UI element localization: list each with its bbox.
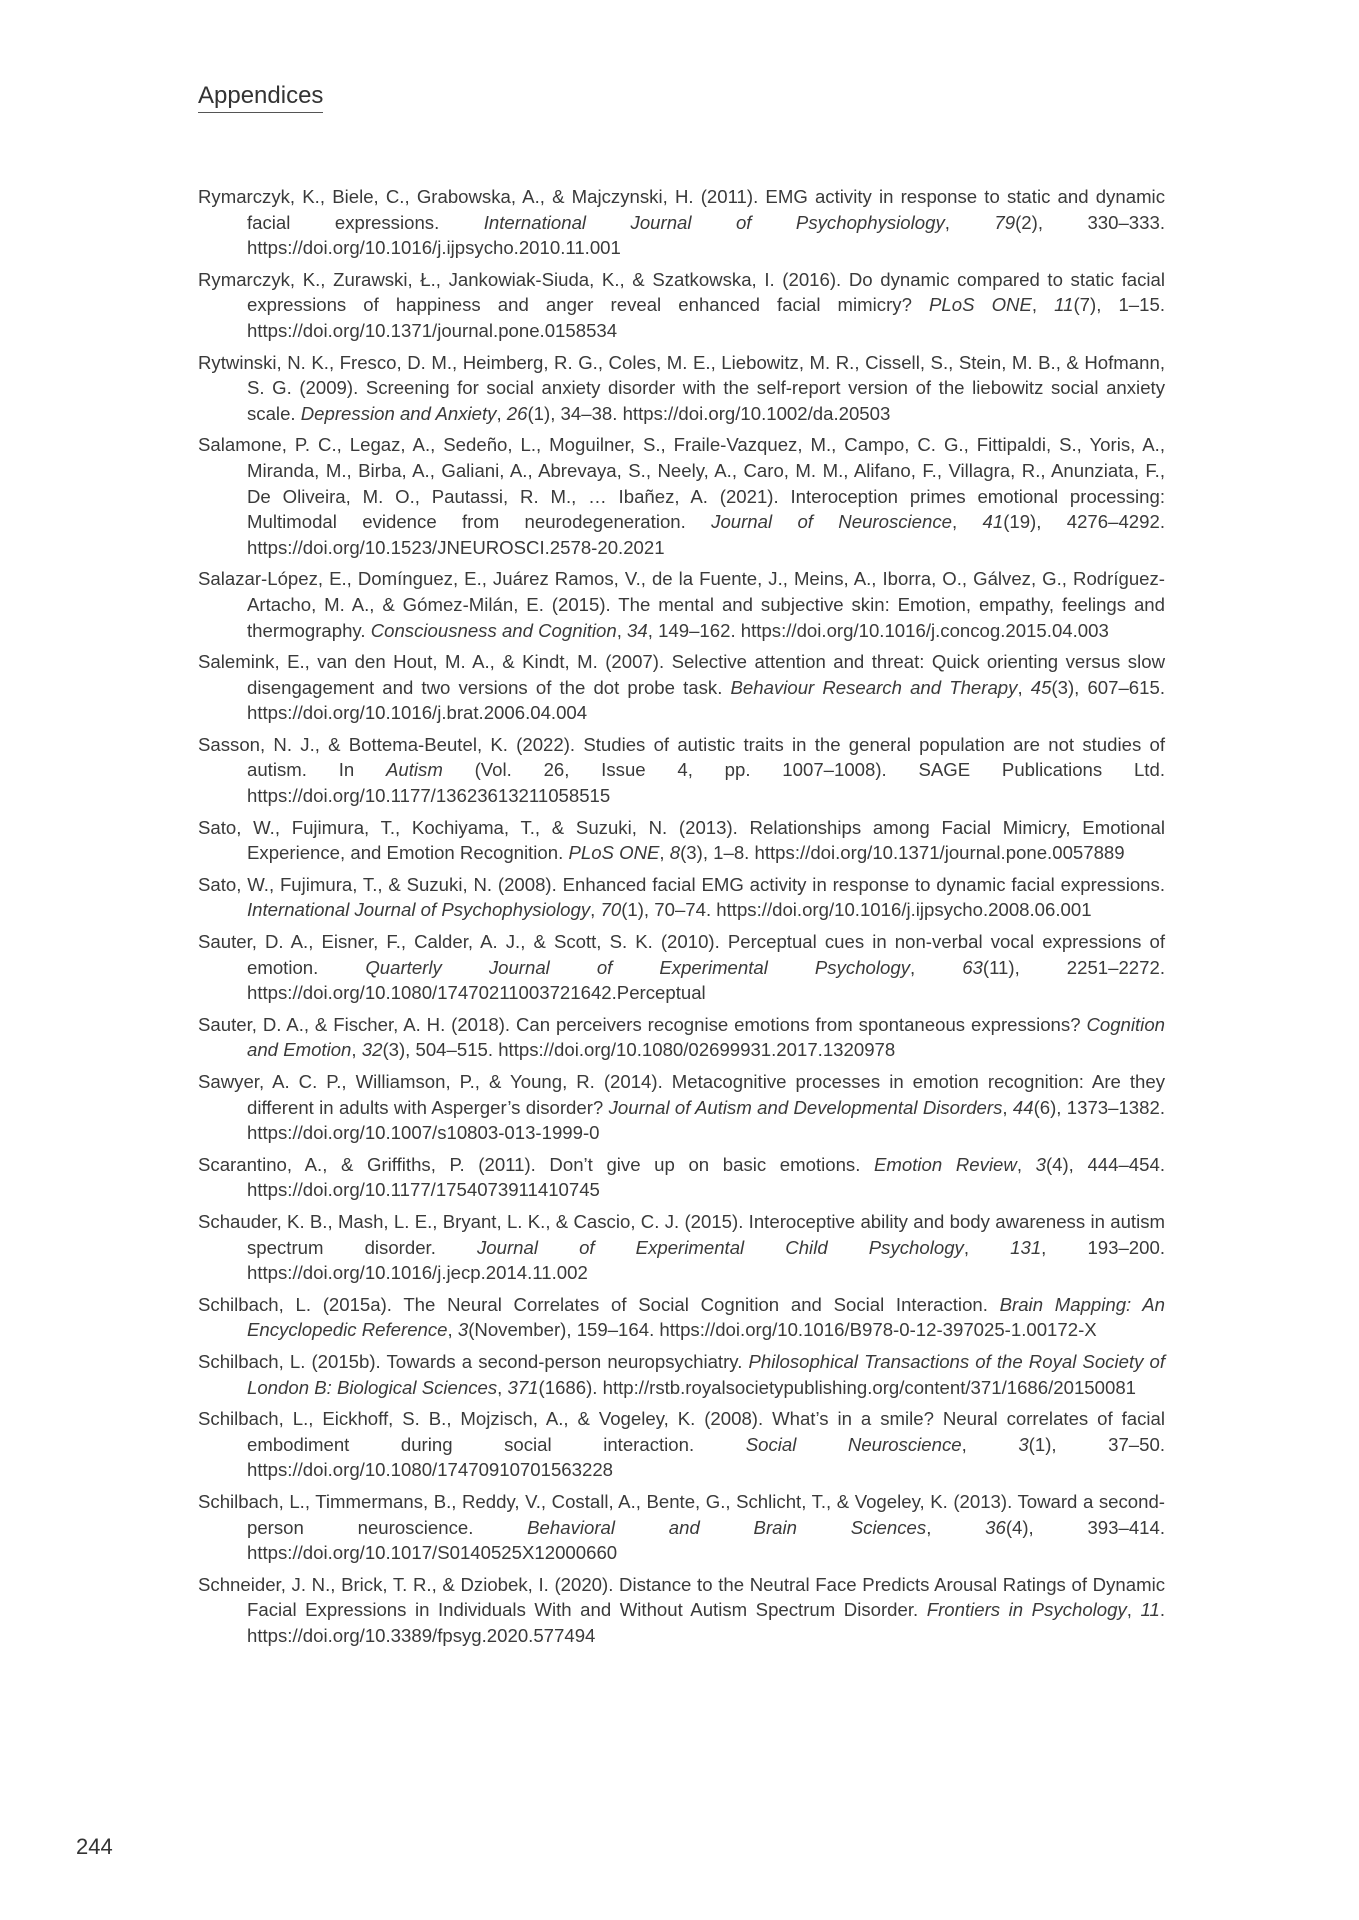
reference-details: (1686). http://rstb.royalsocietypublishing.org/content/371/1686/20150081 (538, 1376, 1137, 1398)
reference-entry (198, 929, 1165, 1006)
reference-volume: 70 (600, 899, 622, 921)
reference-entry (198, 1012, 1165, 1063)
reference-separator: , (447, 1319, 458, 1341)
reference-journal: Depression and Anxiety (300, 402, 497, 424)
reference-entry (198, 1406, 1165, 1483)
reference-volume: 371 (507, 1376, 539, 1398)
reference-volume: 34 (627, 619, 648, 641)
reference-volume: 36 (985, 1516, 1006, 1538)
reference-entry (198, 872, 1165, 923)
reference-separator: , (1017, 676, 1031, 698)
reference-text: Schilbach, L., Eickhoff, S. B., Mojzisch, A., & Vogeley, K. (2008). What’s in a smile? Neural correlates of facial embodiment during social interaction. (198, 1408, 1165, 1455)
reference-entry (198, 566, 1165, 643)
reference-details: (6), 1373–1382. https://doi.org/10.1007/s10803-013-1999-0 (247, 1096, 1165, 1144)
reference-separator: , (961, 1433, 1019, 1455)
reference-journal: PLoS ONE (568, 842, 660, 864)
reference-entry (198, 1489, 1165, 1566)
reference-volume: 41 (982, 511, 1004, 533)
reference-details: (4), 393–414. https://doi.org/10.1017/S0140525X12000660 (247, 1516, 1166, 1564)
reference-journal: Behavioral and Brain Sciences (527, 1516, 927, 1538)
reference-text: Schilbach, L. (2015a). The Neural Correlates of Social Cognition and Social Interaction. (198, 1293, 1000, 1315)
reference-details: (4), 444–454. https://doi.org/10.1177/1754073911410745 (247, 1153, 1165, 1201)
reference-details: , 149–162. https://doi.org/10.1016/j.concog.2015.04.003 (647, 619, 1109, 641)
reference-text: Sawyer, A. C. P., Williamson, P., & Young, R. (2014). Metacognitive processes in emotion recognition: Are they different in adults with Asperger’s disorder? (198, 1071, 1165, 1118)
reference-journal: Journal of Neuroscience (711, 511, 952, 533)
reference-journal: Frontiers in Psychology (926, 1599, 1127, 1621)
reference-separator: , (910, 956, 963, 978)
reference-text: Rymarczyk, K., Biele, C., Grabowska, A., & Majczynski, H. (2011). EMG activity in response to static and dynamic facial expressions. (198, 186, 1165, 233)
reference-details: (November), 159–164. https://doi.org/10.1016/B978-0-12-397025-1.00172-X (468, 1319, 1097, 1341)
reference-journal: International Journal of Psychophysiology (483, 211, 945, 233)
reference-text: Scarantino, A., & Griffiths, P. (2011). Don’t give up on basic emotions. (198, 1153, 875, 1175)
reference-volume: 45 (1030, 676, 1052, 698)
reference-text: Sato, W., Fujimura, T., Kochiyama, T., & Suzuki, N. (2013). Relationships among Facial Mimicry, Emotional Experience, and Emotion Recognition. (198, 816, 1165, 864)
reference-text: Schilbach, L. (2015b). Towards a second-person neuropsychiatry. (198, 1350, 749, 1372)
reference-entry (198, 1209, 1165, 1286)
reference-text: Sauter, D. A., Eisner, F., Calder, A. J., & Scott, S. K. (2010). Perceptual cues in non-verbal vocal expressions of emotion. (198, 931, 1165, 978)
reference-journal: Consciousness and Cognition (370, 619, 617, 641)
reference-journal: Emotion Review (874, 1153, 1017, 1175)
reference-entry (198, 649, 1165, 726)
reference-volume: 3 (1018, 1433, 1029, 1455)
reference-text: Rytwinski, N. K., Fresco, D. M., Heimberg, R. G., Coles, M. E., Liebowitz, M. R., Cissell, S., Stein, M. B., & Hofmann, S. G. (2009). Screening for social anxiety disorder with the self-report version of the liebowitz social anxiety scale. (198, 351, 1165, 424)
reference-text: Salamone, P. C., Legaz, A., Sedeño, L., Moguilner, S., Fraile-Vazquez, M., Campo, C. G., Fittipaldi, S., Yoris, A., Miranda, M., Birba, A., Galiani, A., Abrevaya, S., Neely, A., Caro, M. M., Alifano, F., Villagra, R., Anunziata, F., De Oliveira, M. O., Pautassi, R. M., … Ibañez, A. (2021). Interoception primes emotional processing: Multimodal evidence from neurodegeneration. (198, 434, 1165, 533)
reference-text: Schauder, K. B., Mash, L. E., Bryant, L. K., & Cascio, C. J. (2015). Interoceptive ability and body awareness in autism spectrum disorder. (198, 1210, 1165, 1258)
reference-text: Sauter, D. A., & Fischer, A. H. (2018). Can perceivers recognise emotions from spontaneous expressions? (198, 1013, 1087, 1035)
reference-entry (198, 1349, 1165, 1400)
reference-journal: International Journal of Psychophysiology (247, 899, 591, 921)
reference-separator: , (496, 402, 507, 424)
reference-separator: , (952, 511, 983, 533)
reference-text: Salazar-López, E., Domínguez, E., Juárez Ramos, V., de la Fuente, J., Meins, A., Iborra, O., Gálvez, G., Rodríguez-Artacho, M. A., & Gómez-Milán, E. (2015). The mental and subjective skin: Emotion, empathy, feelings and thermography. (198, 568, 1165, 641)
section-title: Appendices (198, 82, 324, 109)
reference-separator: , (1016, 1153, 1036, 1175)
reference-volume: 32 (361, 1039, 383, 1061)
reference-details: (11), 2251–2272. https://doi.org/10.1080/17470211003721642.Perceptual (247, 956, 1165, 1004)
reference-entry (198, 432, 1165, 560)
reference-entry (198, 184, 1165, 261)
reference-entry (198, 267, 1165, 344)
reference-volume: 3 (457, 1319, 469, 1341)
reference-volume: 79 (994, 211, 1016, 233)
reference-volume: 8 (669, 842, 681, 864)
reference-details: (3), 607–615. https://doi.org/10.1016/j.brat.2006.04.004 (247, 676, 1165, 724)
reference-journal: Social Neuroscience (745, 1433, 962, 1455)
reference-volume: 26 (506, 402, 528, 424)
reference-entry (198, 732, 1165, 809)
reference-volume: 63 (962, 956, 983, 978)
reference-separator: , (1126, 1599, 1141, 1621)
reference-details: (19), 4276–4292. https://doi.org/10.1523/JNEUROSCI.2578-20.2021 (247, 511, 1165, 558)
reference-text: Sasson, N. J., & Bottema-Beutel, K. (2022). Studies of autistic traits in the general population are not studies of autism. In (198, 733, 1165, 781)
reference-separator: , (1002, 1096, 1013, 1118)
reference-journal: Cognition and Emotion (247, 1013, 1165, 1061)
reference-entry (198, 1572, 1165, 1649)
reference-text: Schilbach, L., Timmermans, B., Reddy, V., Costall, A., Bente, G., Schlicht, T., & Vogeley, K. (2013). Toward a second-person neuroscience. (198, 1490, 1165, 1538)
reference-separator: , (1031, 294, 1055, 316)
reference-entry (198, 815, 1165, 866)
reference-details: . https://doi.org/10.3389/fpsyg.2020.577494 (247, 1599, 1165, 1646)
reference-separator: , (616, 619, 628, 641)
reference-separator: , (944, 211, 995, 233)
page-number: 244 (76, 1834, 113, 1859)
reference-list (198, 184, 1165, 1654)
reference-separator: , (497, 1376, 508, 1398)
reference-separator: , (590, 899, 601, 921)
reference-entry (198, 1069, 1165, 1146)
reference-text: Schneider, J. N., Brick, T. R., & Dziobek, I. (2020). Distance to the Neutral Face Predicts Arousal Ratings of Dynamic Facial Expressions in Individuals With and Without Autism Spectrum Disorder. (198, 1573, 1165, 1621)
reference-details: (3), 1–8. https://doi.org/10.1371/journal.pone.0057889 (680, 842, 1125, 864)
reference-journal: Autism (385, 759, 443, 781)
reference-separator: , (926, 1516, 986, 1538)
reference-text: Rymarczyk, K., Zurawski, Ł., Jankowiak-Siuda, K., & Szatkowska, I. (2016). Do dynamic compared to static facial expressions of happiness and anger reveal enhanced facial mimicry? (198, 268, 1165, 316)
reference-journal: PLoS ONE (929, 294, 1032, 316)
reference-volume: 131 (1010, 1236, 1042, 1258)
reference-text: Salemink, E., van den Hout, M. A., & Kindt, M. (2007). Selective attention and threat: Quick orienting versus slow disengagement and two versions of the dot probe task. (198, 651, 1165, 698)
reference-details: (3), 504–515. https://doi.org/10.1080/02699931.2017.1320978 (382, 1039, 896, 1061)
reference-journal: Philosophical Transactions of the Royal Society of London B: Biological Sciences (247, 1350, 1166, 1398)
reference-volume: 3 (1035, 1153, 1046, 1175)
reference-journal: Journal of Experimental Child Psychology (476, 1236, 964, 1258)
reference-journal: Journal of Autism and Developmental Disorders (608, 1096, 1003, 1118)
reference-volume: 11 (1140, 1599, 1160, 1621)
reference-entry (198, 350, 1165, 427)
reference-entry (198, 1152, 1165, 1203)
reference-details: (2), 330–333. https://doi.org/10.1016/j.ijpsycho.2010.11.001 (247, 211, 1165, 259)
reference-separator: , (351, 1039, 362, 1061)
reference-entry (198, 1292, 1165, 1343)
reference-journal: Quarterly Journal of Experimental Psychology (365, 956, 910, 978)
reference-journal: Behaviour Research and Therapy (730, 676, 1018, 698)
reference-details: (Vol. 26, Issue 4, pp. 1007–1008). SAGE Publications Ltd. https://doi.org/10.1177/13623613211058515 (247, 759, 1165, 807)
reference-separator: , (659, 842, 670, 864)
reference-details: (7), 1–15. https://doi.org/10.1371/journal.pone.0158534 (247, 294, 1165, 341)
reference-volume: 11 (1054, 294, 1074, 316)
reference-details: , 193–200. https://doi.org/10.1016/j.jecp.2014.11.002 (247, 1236, 1165, 1284)
reference-text: Sato, W., Fujimura, T., & Suzuki, N. (2008). Enhanced facial EMG activity in response to dynamic facial expressions. (198, 873, 1165, 895)
reference-details: (1), 34–38. https://doi.org/10.1002/da.20503 (527, 402, 891, 424)
reference-volume: 44 (1012, 1096, 1034, 1118)
reference-details: (1), 37–50. https://doi.org/10.1080/17470910701563228 (247, 1433, 1165, 1481)
reference-details: (1), 70–74. https://doi.org/10.1016/j.ijpsycho.2008.06.001 (621, 899, 1092, 921)
reference-journal: Brain Mapping: An Encyclopedic Reference (247, 1293, 1165, 1341)
page-header (198, 82, 323, 113)
reference-separator: , (963, 1236, 1011, 1258)
